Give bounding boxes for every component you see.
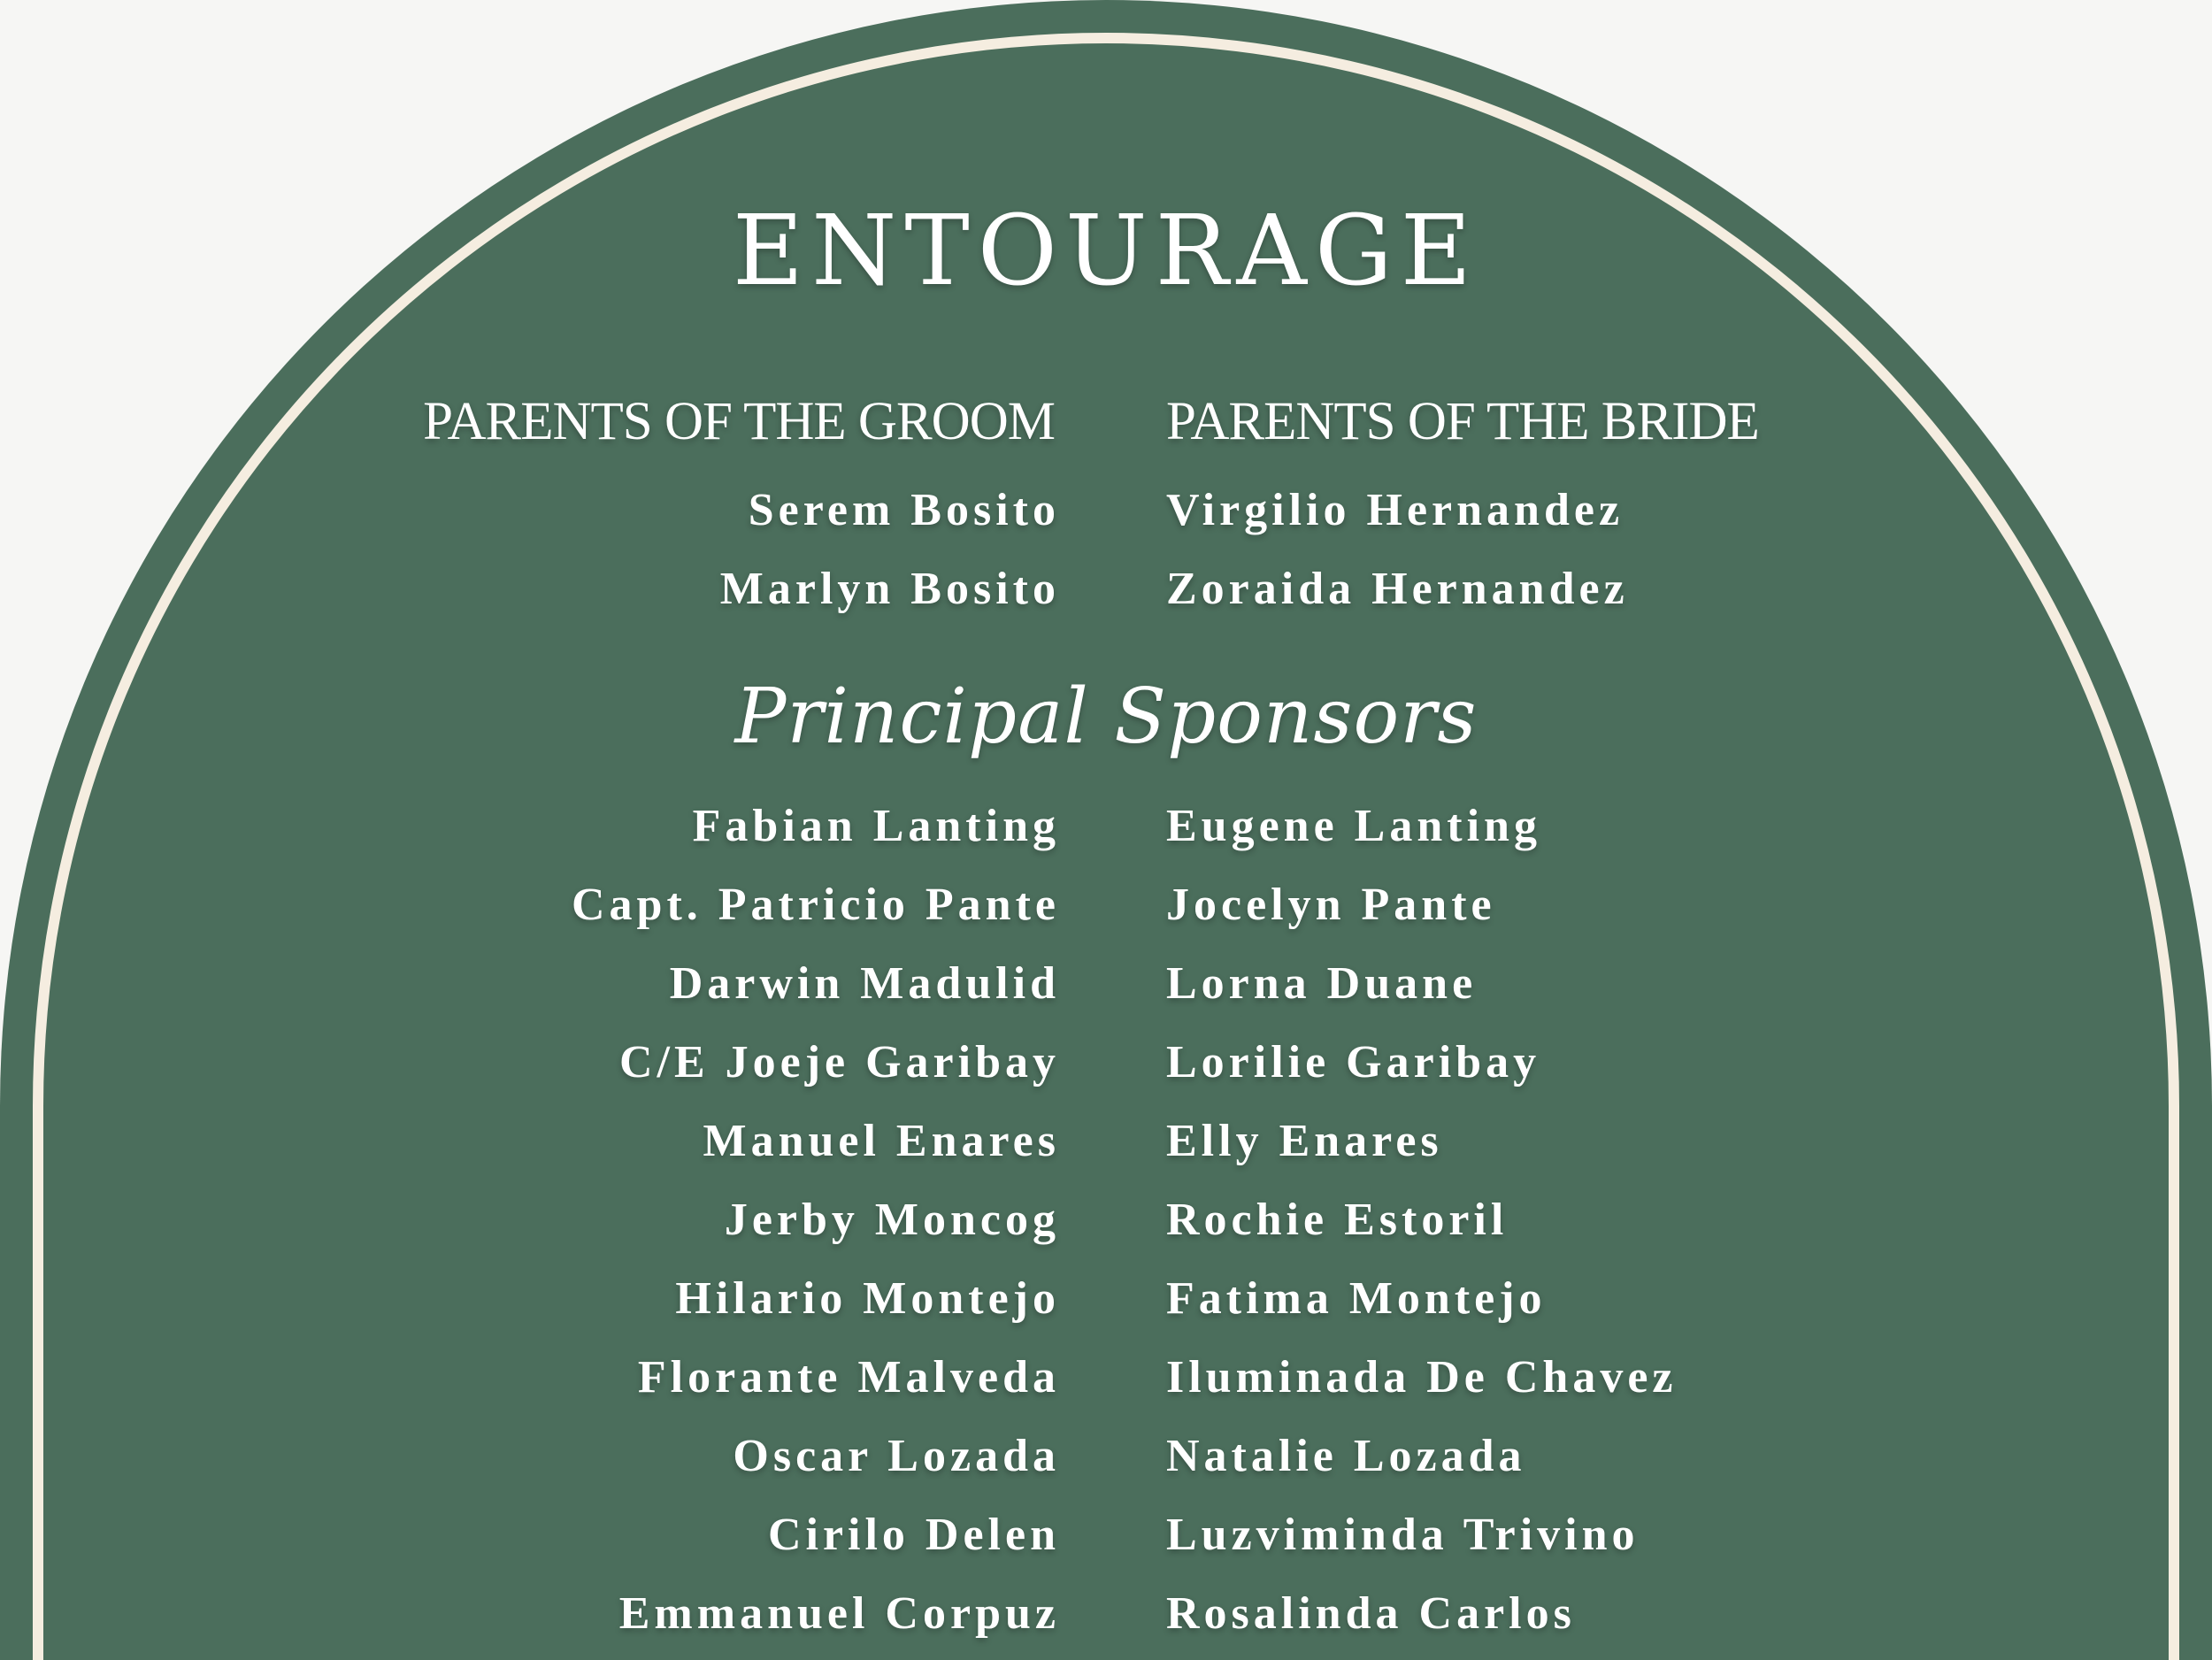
sponsor-name-right: Lorilie Garibay bbox=[1166, 1037, 1541, 1087]
sponsor-name-right: Lorna Duane bbox=[1166, 958, 1478, 1009]
sponsor-name-left: Fabian Lanting bbox=[692, 801, 1060, 851]
sponsor-name-left: Jerby Moncog bbox=[724, 1195, 1060, 1245]
principal-sponsors-heading: Principal Sponsors bbox=[734, 672, 1478, 761]
bride-parent-name: Zoraida Hernandez bbox=[1166, 564, 1629, 614]
bride-parents-heading: PARENTS OF THE BRIDE bbox=[1166, 392, 1759, 451]
sponsor-name-right: Elly Enares bbox=[1166, 1116, 1443, 1166]
sponsor-name-left: Oscar Lozada bbox=[733, 1431, 1060, 1481]
sponsor-name-left: Emmanuel Corpuz bbox=[618, 1588, 1060, 1639]
page-title: ENTOURAGE bbox=[732, 194, 1480, 307]
groom-parent-name: Serem Bosito bbox=[748, 485, 1060, 535]
sponsor-name-right: Jocelyn Pante bbox=[1166, 880, 1496, 930]
sponsor-name-right: Rosalinda Carlos bbox=[1166, 1588, 1576, 1639]
sponsor-name-right: Iluminada De Chavez bbox=[1166, 1352, 1678, 1403]
groom-parents-heading: PARENTS OF THE GROOM bbox=[423, 392, 1055, 451]
bride-parent-name: Virgilio Hernandez bbox=[1166, 485, 1624, 535]
sponsor-name-left: Cirilo Delen bbox=[767, 1510, 1060, 1560]
sponsor-name-left: Darwin Madulid bbox=[669, 958, 1060, 1009]
sponsor-name-left: Manuel Enares bbox=[703, 1116, 1060, 1166]
sponsor-name-right: Natalie Lozada bbox=[1166, 1431, 1526, 1481]
sponsor-name-left: C/E Joeje Garibay bbox=[618, 1037, 1060, 1087]
sponsor-name-right: Eugene Lanting bbox=[1166, 801, 1541, 851]
sponsor-name-right: Fatima Montejo bbox=[1166, 1273, 1547, 1324]
sponsor-name-left: Capt. Patricio Pante bbox=[571, 880, 1060, 930]
groom-parent-name: Marlyn Bosito bbox=[719, 564, 1060, 614]
sponsor-name-left: Florante Malveda bbox=[637, 1352, 1060, 1403]
sponsor-name-right: Rochie Estoril bbox=[1166, 1195, 1509, 1245]
sponsor-name-left: Hilario Montejo bbox=[675, 1273, 1060, 1324]
sponsor-name-right: Luzviminda Trivino bbox=[1166, 1510, 1640, 1560]
